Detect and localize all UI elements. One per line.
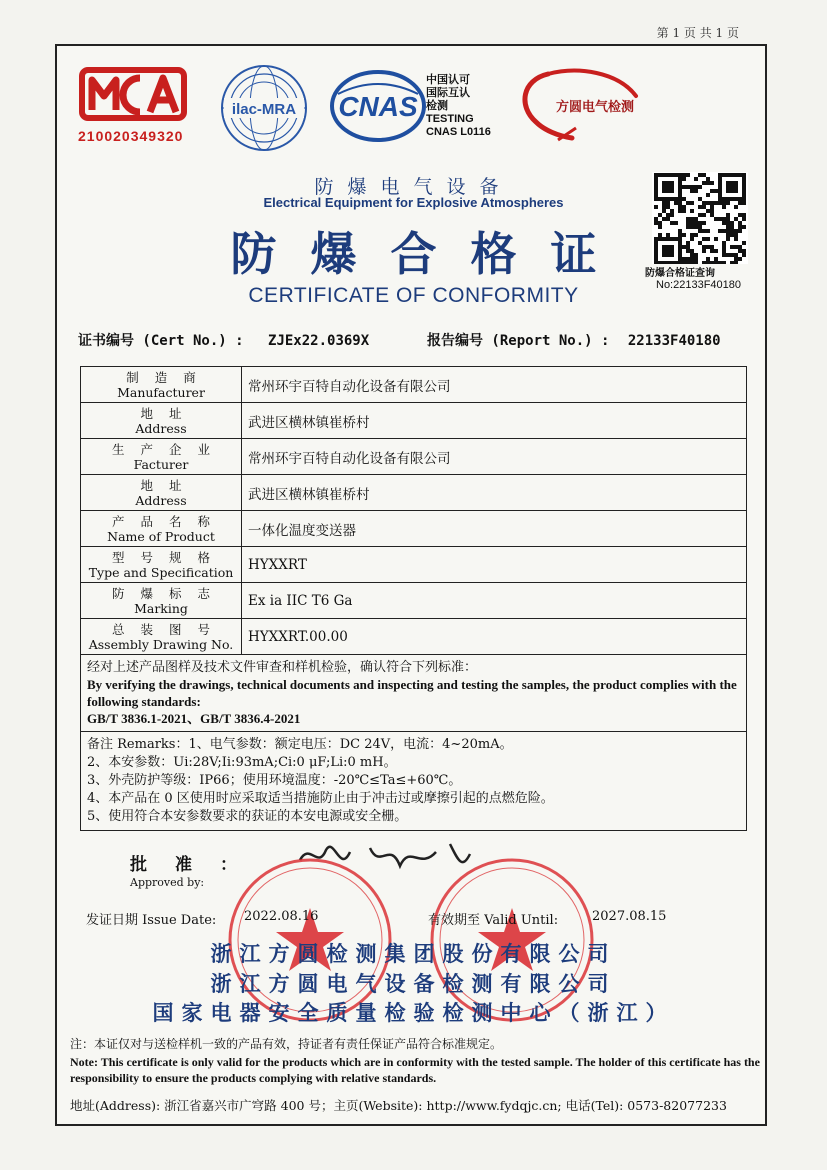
row-label (81, 511, 242, 547)
table-row (81, 475, 747, 511)
table-row (81, 583, 747, 619)
row-label (81, 475, 242, 511)
valid-until-date: 2027.08.15 (592, 909, 667, 924)
cert-number-line (78, 330, 369, 350)
remark-4: 4、本产品在 0 区使用时应采取适当措施防止由于冲击过或摩擦引起的点燃危险。 (87, 791, 554, 806)
cnas-logo (330, 70, 426, 142)
row-value: 一体化温度变送器 (242, 511, 747, 547)
row-label (81, 619, 242, 655)
cnas-cn-line3: 检测 (426, 100, 448, 112)
row-value: Ex ia IIC T6 Ga (242, 583, 747, 619)
remark-1: 备注 Remarks：1、电气参数：额定电压：DC 24V，电流：4~20mA。 (87, 737, 513, 752)
page-number: 第 1 页 共 1 页 (656, 26, 739, 40)
row-label-cn: 防爆标志 (111, 585, 226, 601)
qr-code-icon (652, 172, 748, 264)
row-label-cn: 制造商 (126, 369, 212, 385)
qr-caption: 防爆合格证查询 (645, 268, 715, 279)
qr-number: No:22133F40180 (656, 279, 742, 291)
row-label-en: Name of Product (107, 528, 215, 544)
table-row (81, 367, 747, 403)
report-number-line (427, 330, 721, 350)
row-label-en: Assembly Drawing No. (88, 636, 234, 652)
cert-number: ZJEx22.0369X (268, 333, 370, 349)
cnas-mark-icon (330, 70, 426, 142)
row-value: 武进区横林镇崔桥村 (242, 403, 747, 439)
footer-address: 地址(Address): 浙江省嘉兴市广穹路 400 号；主页(Website): http://www.fydqjc.cn; 电话(Tel): 0573-82077233 (70, 1098, 727, 1113)
certificate-table (80, 366, 747, 831)
fangyuan-label: 方圆电气检测 (556, 99, 635, 114)
row-label (81, 547, 242, 583)
approved-label-cn: 批准： (130, 855, 265, 875)
cma-logo (78, 64, 188, 144)
verification-cn: 经对上述产品图样及技术文件审查和样机检验，确认符合下列标准： (87, 660, 478, 675)
en-title: CERTIFICATE OF CONFORMITY (248, 284, 579, 307)
verification-en: By verifying the drawings, technical documents and inspecting and testing the samples, the product complies with the following standards: (87, 677, 737, 709)
row-value: 常州环宇百特自动化设备有限公司 (242, 367, 747, 403)
cn-title: 防爆合格证 (230, 227, 631, 281)
row-value: 常州环宇百特自动化设备有限公司 (242, 439, 747, 475)
ilac-mra-logo (218, 62, 310, 154)
row-label (81, 439, 242, 475)
row-label (81, 367, 242, 403)
org-line-2: 浙江方圆电气设备检测有限公司 (210, 972, 617, 996)
row-label-en: Manufacturer (117, 384, 205, 400)
row-label-en: Address (135, 492, 187, 508)
ilac-globe-icon (218, 62, 310, 154)
table-row (81, 619, 747, 655)
table-row (81, 403, 747, 439)
report-label: 报告编号 (Report No.) : (427, 333, 610, 349)
row-label-cn: 生产企业 (111, 441, 226, 457)
remark-3: 3、外壳防护等级：IP66；使用环境温度：-20℃≤Ta≤+60℃。 (87, 773, 462, 788)
qr-code[interactable] (652, 172, 748, 264)
verification-cell (81, 655, 747, 732)
cnas-en-line2: CNAS L0116 (426, 126, 491, 138)
row-value: HYXXRT.00.00 (242, 619, 747, 655)
cn-category: 防爆电气设备 (314, 177, 513, 198)
row-label-cn: 地址 (140, 477, 198, 493)
row-label-cn: 总装图号 (111, 621, 226, 637)
cnas-en-line1: TESTING (426, 113, 474, 125)
row-label-cn: 地址 (140, 405, 198, 421)
cma-mark-icon (78, 64, 188, 126)
row-value: HYXXRT (242, 547, 747, 583)
cnas-caption (426, 74, 491, 139)
table-row (81, 547, 747, 583)
standards: GB/T 3836.1-2021、GB/T 3836.4-2021 (87, 711, 301, 726)
org-line-3: 国家电器安全质量检验检测中心（浙江） (152, 1001, 675, 1025)
issue-date: 2022.08.16 (244, 909, 319, 924)
svg-text:ilac-MRA: ilac-MRA (231, 101, 297, 118)
remark-5: 5、使用符合本安参数要求的获证的本安电源或安全栅。 (87, 809, 408, 824)
remark-2: 2、本安参数：Ui:28V;Ii:93mA;Ci:0 μF;Li:0 mH。 (87, 755, 397, 770)
remarks-cell (81, 732, 747, 831)
valid-until-label: 有效期至 Valid Until: (428, 913, 559, 928)
row-label-cn: 型号规格 (111, 549, 226, 565)
row-label-en: Marking (134, 600, 188, 616)
cma-number: 210020349320 (78, 128, 184, 144)
row-label-en: Facturer (133, 456, 189, 472)
issue-date-label: 发证日期 Issue Date: (86, 913, 217, 928)
svg-text:CNAS: CNAS (338, 91, 418, 122)
row-label (81, 583, 242, 619)
table-row (81, 511, 747, 547)
cert-label: 证书编号 (Cert No.) : (78, 333, 244, 349)
row-label-en: Address (135, 420, 187, 436)
cnas-cn-line2: 国际互认 (426, 87, 470, 99)
row-value: 武进区横林镇崔桥村 (242, 475, 747, 511)
en-category: Electrical Equipment for Explosive Atmospheres (263, 195, 564, 210)
note-en: Note: This certificate is only valid for the products which are in conformity with the tested sample. The holder of this certificate has the responsibility to ensure the products complying with relative standards. (70, 1055, 760, 1085)
approved-label-en: Approved by: (130, 876, 205, 889)
report-number: 22133F40180 (627, 333, 721, 349)
row-label-cn: 产品名称 (111, 513, 226, 529)
org-line-1: 浙江方圆检测集团股份有限公司 (210, 942, 617, 966)
note-cn: 注：本证仅对与送检样机一致的产品有效，持证者有责任保证产品符合标准规定。 (70, 1037, 503, 1051)
cnas-cn-line1: 中国认可 (426, 74, 470, 86)
row-label (81, 403, 242, 439)
row-label-en: Type and Specification (88, 564, 234, 580)
table-row (81, 439, 747, 475)
